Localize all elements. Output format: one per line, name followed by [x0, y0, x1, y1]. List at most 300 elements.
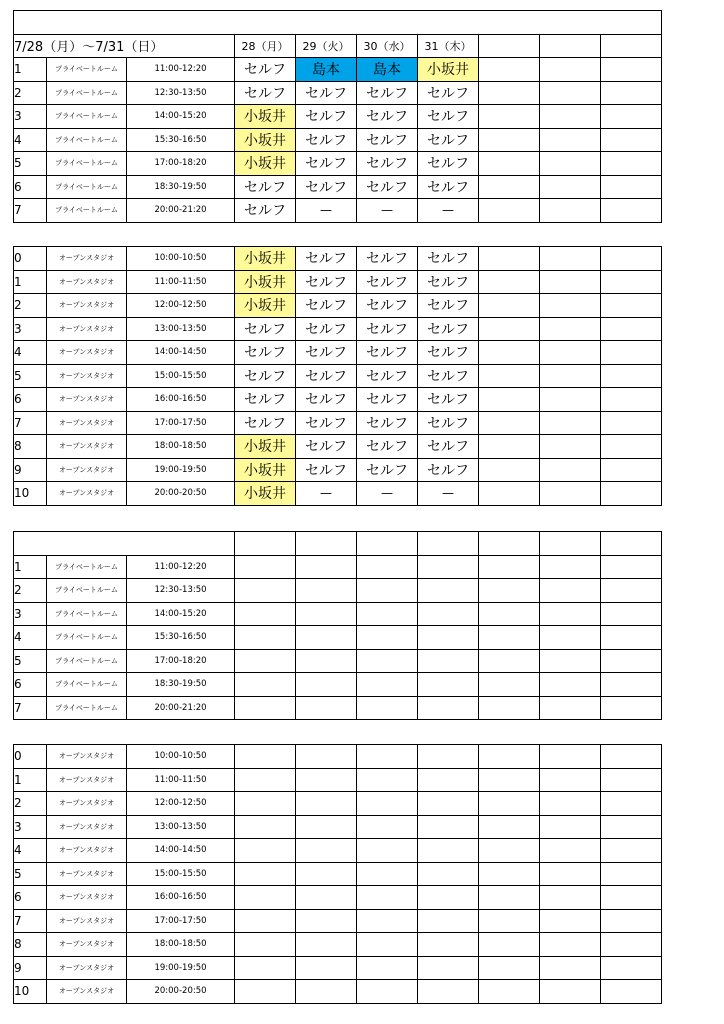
time-slot: 12:30-13:50	[127, 81, 235, 105]
room-name: プライベートルーム	[47, 579, 127, 603]
time-slot: 15:00-15:50	[127, 364, 235, 388]
assignment-cell	[540, 294, 601, 318]
assignment-cell	[418, 839, 479, 863]
assignment-cell	[235, 602, 296, 626]
assignment-cell: セルフ	[296, 458, 357, 482]
assignment-cell	[296, 886, 357, 910]
table-row	[14, 862, 662, 886]
assignment-cell: セルフ	[418, 81, 479, 105]
slot-number: 2	[14, 81, 47, 105]
room-name: オープンスタジオ	[47, 862, 127, 886]
room-name: オープンスタジオ	[47, 458, 127, 482]
time-slot: 12:00-12:50	[127, 294, 235, 318]
assignment-cell: セルフ	[418, 294, 479, 318]
day-header	[601, 34, 662, 58]
assignment-cell	[540, 745, 601, 769]
assignment-cell: セルフ	[357, 294, 418, 318]
assignment-cell: 小坂井	[235, 152, 296, 176]
assignment-cell	[601, 152, 662, 176]
slot-number: 5	[14, 152, 47, 176]
table-row	[14, 956, 662, 980]
assignment-cell	[601, 388, 662, 412]
slot-number: 7	[14, 909, 47, 933]
day-header	[418, 532, 479, 556]
assignment-cell	[357, 602, 418, 626]
assignment-cell	[418, 626, 479, 650]
room-name: オープンスタジオ	[47, 294, 127, 318]
assignment-cell	[601, 815, 662, 839]
assignment-cell	[479, 81, 540, 105]
slot-number: 1	[14, 768, 47, 792]
day-header: 30（水）	[357, 34, 418, 58]
room-name: オープンスタジオ	[47, 980, 127, 1004]
assignment-cell	[418, 696, 479, 720]
assignment-cell	[296, 980, 357, 1004]
assignment-cell	[479, 270, 540, 294]
assignment-cell	[296, 626, 357, 650]
assignment-cell	[540, 199, 601, 223]
time-slot: 14:00-15:20	[127, 602, 235, 626]
assignment-cell: セルフ	[235, 58, 296, 82]
assignment-cell: セルフ	[296, 152, 357, 176]
assignment-cell	[357, 673, 418, 697]
assignment-cell	[418, 886, 479, 910]
assignment-cell	[540, 555, 601, 579]
assignment-cell: セルフ	[357, 247, 418, 271]
assignment-cell	[601, 933, 662, 957]
assignment-cell	[357, 933, 418, 957]
assignment-cell	[540, 364, 601, 388]
table-row	[14, 745, 662, 769]
time-slot: 12:00-12:50	[127, 792, 235, 816]
slot-number: 1	[14, 58, 47, 82]
assignment-cell: セルフ	[357, 458, 418, 482]
assignment-cell	[601, 270, 662, 294]
table-row	[14, 980, 662, 1004]
assignment-cell: セルフ	[357, 317, 418, 341]
assignment-cell	[479, 341, 540, 365]
assignment-cell: セルフ	[296, 317, 357, 341]
assignment-cell	[540, 58, 601, 82]
slot-number: 2	[14, 294, 47, 318]
assignment-cell	[418, 909, 479, 933]
assignment-cell	[235, 980, 296, 1004]
room-name: プライベートルーム	[47, 128, 127, 152]
assignment-cell	[479, 886, 540, 910]
assignment-cell	[540, 270, 601, 294]
assignment-cell	[540, 602, 601, 626]
assignment-cell: —	[357, 199, 418, 223]
slot-number: 9	[14, 458, 47, 482]
assignment-cell	[601, 175, 662, 199]
assignment-cell	[235, 862, 296, 886]
room-name: プライベートルーム	[47, 175, 127, 199]
assignment-cell: セルフ	[418, 317, 479, 341]
assignment-cell	[540, 815, 601, 839]
time-slot: 16:00-16:50	[127, 388, 235, 412]
time-slot: 15:30-16:50	[127, 626, 235, 650]
time-slot: 14:00-15:20	[127, 105, 235, 129]
assignment-cell	[601, 294, 662, 318]
assignment-cell: セルフ	[296, 128, 357, 152]
assignment-cell	[479, 435, 540, 459]
assignment-cell	[601, 649, 662, 673]
assignment-cell	[235, 555, 296, 579]
assignment-cell	[601, 956, 662, 980]
assignment-cell: セルフ	[357, 364, 418, 388]
assignment-cell	[601, 673, 662, 697]
assignment-cell: 小坂井	[235, 270, 296, 294]
assignment-cell: セルフ	[296, 364, 357, 388]
assignment-cell	[540, 792, 601, 816]
assignment-cell	[540, 956, 601, 980]
assignment-cell	[418, 933, 479, 957]
assignment-cell	[479, 294, 540, 318]
slot-number: 4	[14, 341, 47, 365]
assignment-cell	[296, 862, 357, 886]
assignment-cell	[418, 745, 479, 769]
assignment-cell: セルフ	[357, 270, 418, 294]
assignment-cell	[357, 626, 418, 650]
slot-number: 6	[14, 673, 47, 697]
room-name: プライベートルーム	[47, 105, 127, 129]
slot-number: 1	[14, 555, 47, 579]
room-name: オープンスタジオ	[47, 270, 127, 294]
time-slot: 15:30-16:50	[127, 128, 235, 152]
room-name: オープンスタジオ	[47, 435, 127, 459]
assignment-cell: セルフ	[418, 247, 479, 271]
assignment-cell	[540, 388, 601, 412]
slot-number: 6	[14, 388, 47, 412]
assignment-cell	[479, 105, 540, 129]
assignment-cell	[357, 886, 418, 910]
time-slot: 20:00-21:20	[127, 199, 235, 223]
assignment-cell: セルフ	[296, 294, 357, 318]
table-row	[14, 128, 662, 152]
slot-number: 2	[14, 579, 47, 603]
room-name: プライベートルーム	[47, 81, 127, 105]
assignment-cell	[357, 909, 418, 933]
table-row	[14, 58, 662, 82]
room-name: オープンスタジオ	[47, 933, 127, 957]
slot-number: 5	[14, 364, 47, 388]
assignment-cell	[601, 579, 662, 603]
assignment-cell: セルフ	[418, 435, 479, 459]
assignment-cell	[540, 673, 601, 697]
day-header	[357, 532, 418, 556]
assignment-cell	[357, 980, 418, 1004]
table-row	[14, 673, 662, 697]
assignment-cell: —	[296, 199, 357, 223]
assignment-cell	[296, 649, 357, 673]
assignment-cell: セルフ	[296, 175, 357, 199]
assignment-cell	[235, 886, 296, 910]
slot-number: 7	[14, 199, 47, 223]
time-slot: 13:00-13:50	[127, 815, 235, 839]
assignment-cell: 小坂井	[235, 294, 296, 318]
time-slot: 14:00-14:50	[127, 839, 235, 863]
room-name: プライベートルーム	[47, 152, 127, 176]
assignment-cell: セルフ	[296, 411, 357, 435]
table-row	[14, 579, 662, 603]
assignment-cell	[418, 815, 479, 839]
time-slot: 20:00-20:50	[127, 482, 235, 506]
assignment-cell: 小坂井	[235, 458, 296, 482]
table-row	[14, 364, 662, 388]
assignment-cell	[235, 815, 296, 839]
room-name: オープンスタジオ	[47, 411, 127, 435]
assignment-cell	[479, 602, 540, 626]
assignment-cell: 小坂井	[235, 435, 296, 459]
day-header	[235, 532, 296, 556]
table-row	[14, 482, 662, 506]
assignment-cell: セルフ	[235, 364, 296, 388]
assignment-cell	[296, 839, 357, 863]
assignment-cell	[479, 364, 540, 388]
slot-number: 4	[14, 839, 47, 863]
assignment-cell	[540, 862, 601, 886]
assignment-cell	[235, 649, 296, 673]
assignment-cell: セルフ	[418, 175, 479, 199]
assignment-cell	[601, 886, 662, 910]
assignment-cell	[479, 152, 540, 176]
room-name: オープンスタジオ	[47, 341, 127, 365]
assignment-cell	[479, 696, 540, 720]
assignment-cell: セルフ	[418, 458, 479, 482]
assignment-cell	[418, 768, 479, 792]
assignment-cell	[479, 839, 540, 863]
table-row	[14, 81, 662, 105]
assignment-cell	[601, 317, 662, 341]
assignment-cell	[601, 458, 662, 482]
assignment-cell	[601, 105, 662, 129]
slot-number: 6	[14, 175, 47, 199]
time-slot: 17:00-17:50	[127, 909, 235, 933]
assignment-cell	[479, 411, 540, 435]
slot-number: 5	[14, 649, 47, 673]
assignment-cell	[540, 175, 601, 199]
assignment-cell: セルフ	[357, 411, 418, 435]
assignment-cell	[357, 768, 418, 792]
assignment-cell	[479, 175, 540, 199]
time-slot: 18:00-18:50	[127, 933, 235, 957]
slot-number: 3	[14, 317, 47, 341]
assignment-cell	[296, 673, 357, 697]
assignment-cell	[479, 58, 540, 82]
assignment-cell: セルフ	[418, 152, 479, 176]
assignment-cell: セルフ	[357, 105, 418, 129]
table-row	[14, 839, 662, 863]
assignment-cell: セルフ	[296, 247, 357, 271]
schedule-table-1	[13, 10, 662, 223]
assignment-cell	[479, 458, 540, 482]
day-header	[479, 532, 540, 556]
assignment-cell	[479, 792, 540, 816]
assignment-cell: セルフ	[357, 152, 418, 176]
assignment-cell: 島本	[296, 58, 357, 82]
time-slot: 16:00-16:50	[127, 886, 235, 910]
date-range: 7/28（月）～7/31（日）	[14, 34, 235, 58]
room-name: プライベートルーム	[47, 602, 127, 626]
title-row	[14, 11, 662, 35]
room-name: プライベートルーム	[47, 696, 127, 720]
assignment-cell	[601, 839, 662, 863]
slot-number: 9	[14, 956, 47, 980]
table-row	[14, 294, 662, 318]
assignment-cell: セルフ	[235, 175, 296, 199]
schedule-table-3	[13, 531, 662, 720]
assignment-cell	[479, 199, 540, 223]
assignment-cell: セルフ	[235, 388, 296, 412]
assignment-cell	[540, 458, 601, 482]
assignment-cell	[418, 956, 479, 980]
assignment-cell	[540, 247, 601, 271]
assignment-cell	[479, 482, 540, 506]
time-slot: 19:00-19:50	[127, 458, 235, 482]
assignment-cell	[601, 364, 662, 388]
room-name: オープンスタジオ	[47, 815, 127, 839]
time-slot: 19:00-19:50	[127, 956, 235, 980]
assignment-cell: セルフ	[418, 341, 479, 365]
table-row	[14, 175, 662, 199]
assignment-cell	[479, 862, 540, 886]
time-slot: 18:30-19:50	[127, 175, 235, 199]
assignment-cell	[601, 745, 662, 769]
time-slot: 17:00-18:20	[127, 152, 235, 176]
assignment-cell: セルフ	[235, 81, 296, 105]
slot-number: 10	[14, 980, 47, 1004]
table-row	[14, 341, 662, 365]
slot-number: 10	[14, 482, 47, 506]
table-row	[14, 247, 662, 271]
room-name: オープンスタジオ	[47, 317, 127, 341]
assignment-cell: セルフ	[235, 341, 296, 365]
day-header: 29（火）	[296, 34, 357, 58]
assignment-cell	[601, 555, 662, 579]
assignment-cell	[357, 815, 418, 839]
assignment-cell	[235, 933, 296, 957]
table-row	[14, 626, 662, 650]
room-name: プライベートルーム	[47, 58, 127, 82]
assignment-cell	[540, 317, 601, 341]
assignment-cell	[601, 909, 662, 933]
assignment-cell	[601, 341, 662, 365]
time-slot: 14:00-14:50	[127, 341, 235, 365]
room-name: オープンスタジオ	[47, 792, 127, 816]
assignment-cell: セルフ	[296, 81, 357, 105]
assignment-cell	[601, 58, 662, 82]
table-row	[14, 435, 662, 459]
assignment-cell	[540, 909, 601, 933]
assignment-cell	[418, 555, 479, 579]
assignment-cell	[357, 956, 418, 980]
time-slot: 17:00-17:50	[127, 411, 235, 435]
assignment-cell	[601, 696, 662, 720]
assignment-cell	[235, 696, 296, 720]
slot-number: 3	[14, 105, 47, 129]
room-name: オープンスタジオ	[47, 768, 127, 792]
slot-number: 7	[14, 696, 47, 720]
room-name: オープンスタジオ	[47, 886, 127, 910]
assignment-cell	[357, 696, 418, 720]
assignment-cell	[296, 768, 357, 792]
assignment-cell: セルフ	[418, 388, 479, 412]
assignment-cell	[479, 909, 540, 933]
slot-number: 3	[14, 602, 47, 626]
table-row	[14, 768, 662, 792]
header-row	[14, 34, 662, 58]
assignment-cell	[479, 933, 540, 957]
assignment-cell: セルフ	[357, 128, 418, 152]
assignment-cell	[296, 815, 357, 839]
assignment-cell: —	[418, 482, 479, 506]
assignment-cell	[479, 673, 540, 697]
assignment-cell: セルフ	[296, 270, 357, 294]
header-row	[14, 532, 662, 556]
assignment-cell	[540, 341, 601, 365]
assignment-cell	[540, 482, 601, 506]
assignment-cell: —	[296, 482, 357, 506]
assignment-cell	[601, 81, 662, 105]
time-slot: 17:00-18:20	[127, 649, 235, 673]
room-name: プライベートルーム	[47, 649, 127, 673]
assignment-cell: 島本	[357, 58, 418, 82]
assignment-cell: セルフ	[357, 435, 418, 459]
assignment-cell: セルフ	[357, 341, 418, 365]
assignment-cell: セルフ	[418, 128, 479, 152]
assignment-cell	[601, 792, 662, 816]
table-row	[14, 815, 662, 839]
table-row	[14, 458, 662, 482]
room-name: プライベートルーム	[47, 673, 127, 697]
time-slot: 11:00-11:50	[127, 270, 235, 294]
assignment-cell	[418, 673, 479, 697]
slot-number: 8	[14, 933, 47, 957]
table-row	[14, 270, 662, 294]
assignment-cell: セルフ	[296, 341, 357, 365]
assignment-cell	[601, 602, 662, 626]
assignment-cell	[418, 649, 479, 673]
assignment-cell	[296, 579, 357, 603]
assignment-cell: セルフ	[357, 81, 418, 105]
table-row	[14, 696, 662, 720]
slot-number: 4	[14, 626, 47, 650]
assignment-cell	[601, 768, 662, 792]
assignment-cell: セルフ	[235, 411, 296, 435]
assignment-cell	[540, 696, 601, 720]
assignment-cell	[418, 862, 479, 886]
room-name: オープンスタジオ	[47, 839, 127, 863]
table-row	[14, 602, 662, 626]
assignment-cell	[479, 317, 540, 341]
table-row	[14, 411, 662, 435]
assignment-cell	[601, 411, 662, 435]
assignment-cell: セルフ	[296, 105, 357, 129]
slot-number: 8	[14, 435, 47, 459]
time-slot: 10:00-10:50	[127, 247, 235, 271]
assignment-cell	[540, 768, 601, 792]
slot-number: 3	[14, 815, 47, 839]
assignment-cell	[540, 411, 601, 435]
assignment-cell: セルフ	[357, 388, 418, 412]
assignment-cell	[479, 579, 540, 603]
assignment-cell	[357, 839, 418, 863]
assignment-cell: —	[357, 482, 418, 506]
assignment-cell: セルフ	[418, 411, 479, 435]
time-slot: 18:30-19:50	[127, 673, 235, 697]
time-slot: 10:00-10:50	[127, 745, 235, 769]
assignment-cell: セルフ	[418, 364, 479, 388]
